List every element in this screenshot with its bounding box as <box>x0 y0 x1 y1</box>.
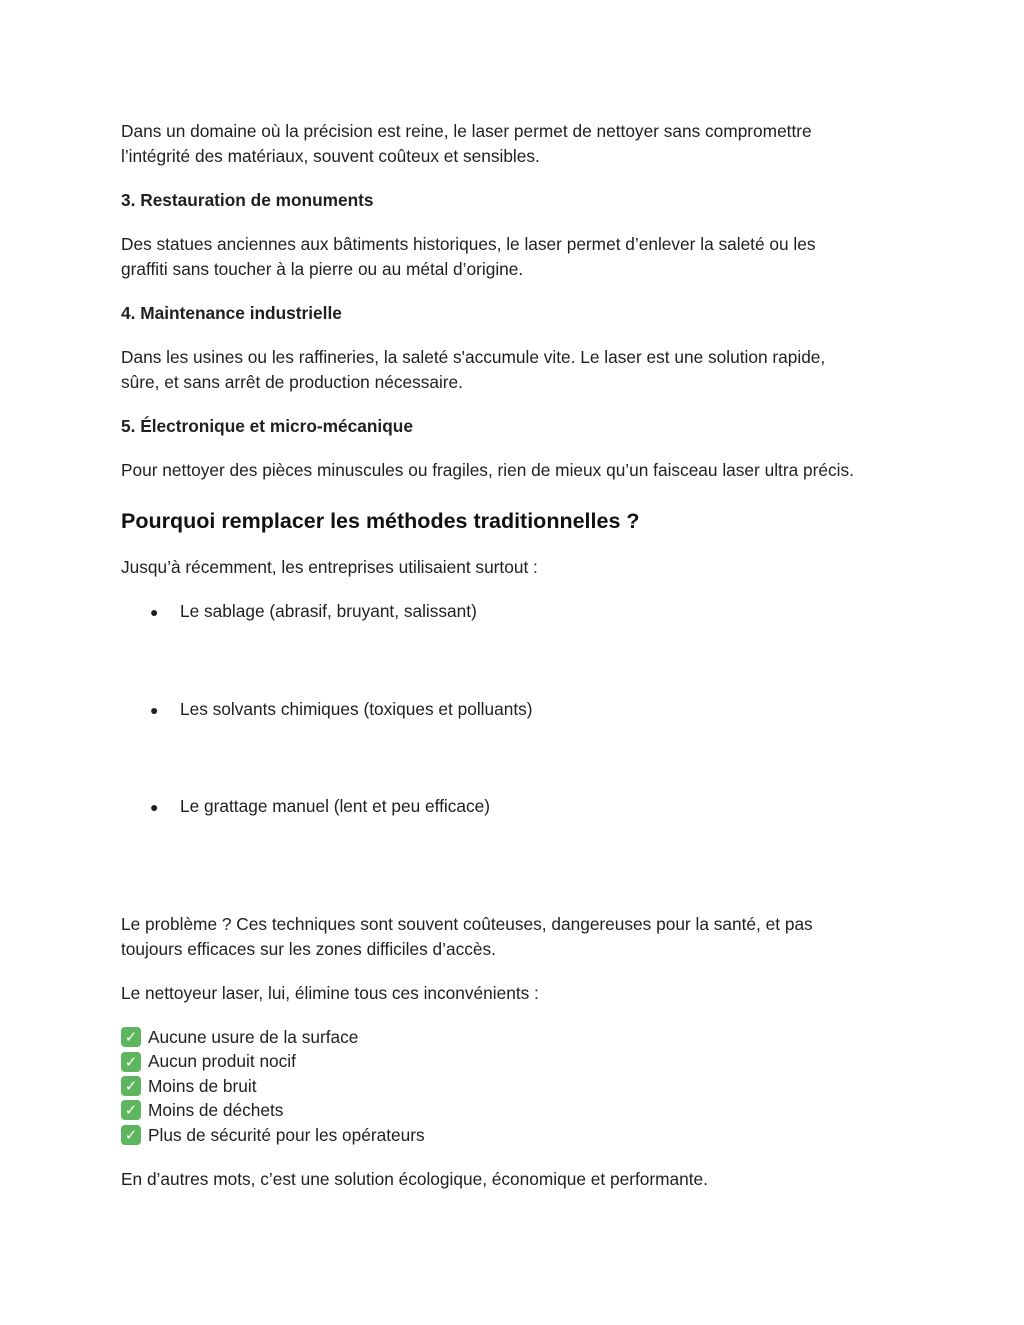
checklist-item-text: Aucune usure de la surface <box>148 1027 359 1047</box>
checklist-item-text: Moins de bruit <box>148 1075 257 1096</box>
list-item-text: Le sablage (abrasif, bruyant, salissant) <box>180 601 477 621</box>
paragraph-line: Dans les usines ou les raffineries, la saleté s'accumule vite. Le laser est une solution rapide, <box>121 347 826 367</box>
checklist-item <box>121 1049 425 1073</box>
paragraph-maintenance <box>121 345 921 394</box>
paragraph-line: graffiti sans toucher à la pierre ou au métal d’origine. <box>121 258 524 279</box>
paragraph-line: toujours efficaces sur les zones difficiles d’accès. <box>121 938 496 959</box>
paragraph-problem <box>121 912 921 961</box>
heading-restauration: 3. Restauration de monuments <box>121 190 374 210</box>
list-item <box>150 599 477 625</box>
checklist-item <box>121 1123 425 1147</box>
list-item-text: Les solvants chimiques (toxiques et polluants) <box>180 699 533 719</box>
list-item <box>150 697 533 723</box>
paragraph-conclusion: En d’autres mots, c’est une solution écologique, économique et performante. <box>121 1169 708 1189</box>
paragraph-line: sûre, et sans arrêt de production nécessaire. <box>121 371 463 392</box>
checklist-item-text: Plus de sécurité pour les opérateurs <box>148 1124 425 1145</box>
paragraph-electronique <box>121 458 921 483</box>
check-mark-icon: ✓ <box>121 1076 141 1096</box>
paragraph-line: l’intégrité des matériaux, souvent coûteux et sensibles. <box>121 145 540 166</box>
list-item <box>150 794 490 820</box>
bullet-icon: ● <box>150 799 159 815</box>
paragraph-line: Des statues anciennes aux bâtiments historiques, le laser permet d’enlever la saleté ou les <box>121 234 816 254</box>
checklist <box>121 1025 425 1147</box>
paragraph-line: Le problème ? Ces techniques sont souvent coûteuses, dangereuses pour la santé, et pas <box>121 914 813 934</box>
list-item-text: Le grattage manuel (lent et peu efficace) <box>180 796 490 816</box>
heading-maintenance: 4. Maintenance industrielle <box>121 303 342 323</box>
checklist-item <box>121 1074 425 1098</box>
checklist-item-text: Moins de déchets <box>148 1100 284 1121</box>
checklist-item-text: Aucun produit nocif <box>148 1051 296 1072</box>
paragraph-intro: Jusqu’à récemment, les entreprises utilisaient surtout : <box>121 557 538 577</box>
checklist-item <box>121 1025 425 1049</box>
paragraph-line: Pour nettoyer des pièces minuscules ou fragiles, rien de mieux qu’un faisceau laser ultra précis. <box>121 460 854 480</box>
check-mark-icon: ✓ <box>121 1052 141 1072</box>
check-mark-icon: ✓ <box>121 1027 141 1047</box>
paragraph-line: Dans un domaine où la précision est reine, le laser permet de nettoyer sans compromettre <box>121 121 812 141</box>
paragraph-restauration <box>121 232 921 281</box>
heading-electronique: 5. Électronique et micro-mécanique <box>121 416 413 436</box>
checklist-item <box>121 1098 425 1122</box>
bullet-icon: ● <box>150 702 159 718</box>
bullet-icon: ● <box>150 604 159 620</box>
section-heading: Pourquoi remplacer les méthodes traditionnelles ? <box>121 509 640 533</box>
check-mark-icon: ✓ <box>121 1100 141 1120</box>
check-mark-icon: ✓ <box>121 1125 141 1145</box>
paragraph-precision <box>121 119 921 168</box>
paragraph-laser-intro: Le nettoyeur laser, lui, élimine tous ces inconvénients : <box>121 983 539 1003</box>
